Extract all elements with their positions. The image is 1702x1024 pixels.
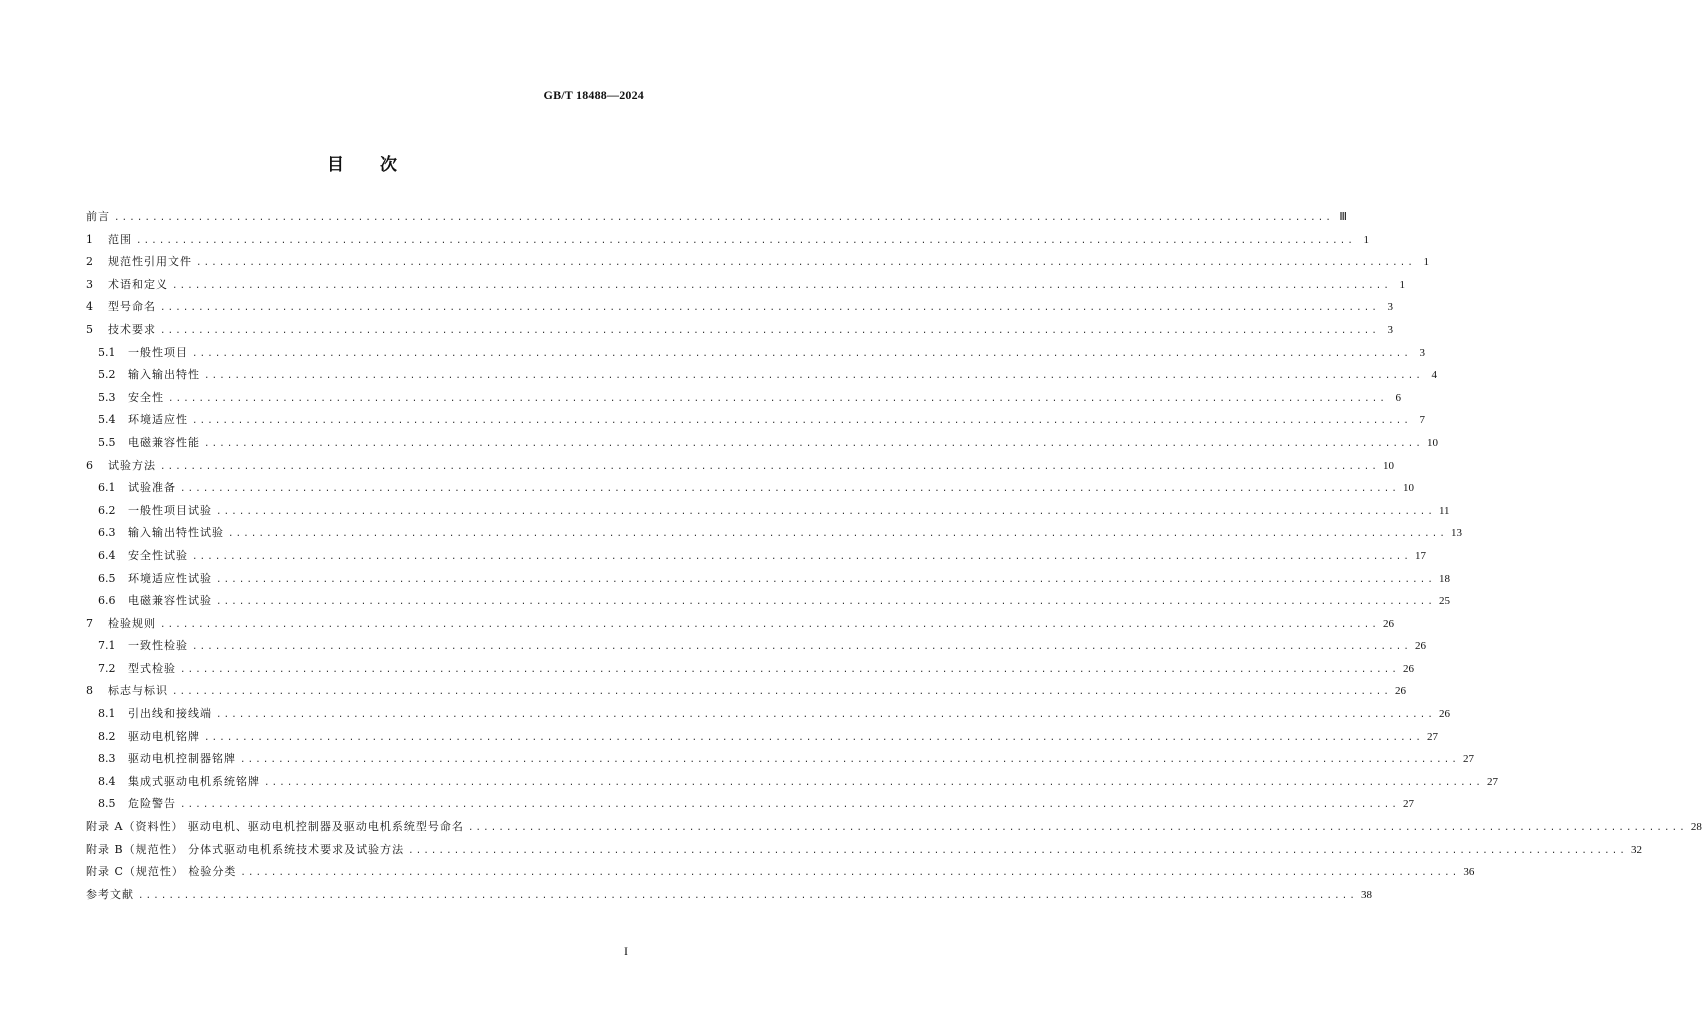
toc-entry[interactable] — [86, 251, 1429, 274]
toc-entry-number: 1 — [86, 232, 93, 246]
dot-leader: ................................................................................................................................................................ — [467, 823, 1687, 834]
toc-entry-number: 5.3 — [98, 390, 116, 404]
toc-entry-label: 电磁兼容性试验 — [128, 594, 212, 608]
toc-entry-number: 8.1 — [98, 707, 116, 721]
page-number: I — [624, 944, 628, 958]
toc-entry-label: 型式检验 — [128, 661, 176, 675]
toc-entry-page: 3 — [1387, 323, 1393, 336]
dot-leader: ................................................................................................................................................................ — [114, 213, 1333, 223]
dot-leader: ................................................................................................................................................................ — [160, 325, 1379, 336]
toc-entry[interactable] — [86, 206, 1347, 229]
dot-leader: ................................................................................................................................................................ — [216, 710, 1435, 721]
toc-entry-page: 10 — [1426, 436, 1438, 449]
toc-entry-page: 18 — [1438, 572, 1450, 585]
toc-entry[interactable] — [86, 432, 1438, 455]
dot-leader: ................................................................................................................................................................ — [180, 800, 1399, 811]
toc-entry-page: 10 — [1382, 459, 1394, 472]
dot-leader: ................................................................................................................................................................ — [216, 574, 1435, 585]
dot-leader: ................................................................................................................................................................ — [136, 235, 1355, 246]
toc-entry[interactable] — [86, 748, 1474, 771]
toc-entry-number: 5.2 — [98, 368, 116, 382]
toc-entry-page: 26 — [1394, 685, 1406, 698]
toc-entry-number: 7.1 — [98, 639, 116, 653]
toc-entry-label: 前言 — [86, 210, 110, 223]
toc-entry[interactable] — [86, 342, 1425, 365]
toc-entry[interactable] — [86, 274, 1405, 297]
dot-leader: ................................................................................................................................................................ — [240, 755, 1459, 766]
dot-leader: ................................................................................................................................................................ — [216, 506, 1435, 517]
table-of-contents — [86, 206, 1702, 906]
toc-entry-page: 26 — [1438, 708, 1450, 721]
standard-code: GB/T 18488—2024 — [543, 88, 644, 102]
toc-entry-page: 1 — [1363, 233, 1369, 246]
toc-title: 目 次 — [327, 155, 397, 175]
toc-entry-label: 输入输出特性试验 — [128, 526, 224, 540]
dot-leader: ................................................................................................................................................................ — [138, 890, 1357, 901]
toc-entry-number: 8 — [86, 684, 93, 698]
toc-entry-page: 1 — [1399, 278, 1405, 291]
toc-entry[interactable] — [86, 500, 1450, 523]
toc-entry-number: 6.3 — [98, 526, 116, 540]
toc-entry[interactable] — [86, 455, 1394, 478]
dot-leader: ................................................................................................................................................................ — [240, 868, 1460, 879]
toc-entry-page: 28 — [1690, 821, 1702, 834]
toc-entry[interactable] — [86, 229, 1369, 252]
dot-leader: ................................................................................................................................................................ — [192, 416, 1411, 427]
toc-entry-label: 附录 B（规范性） 分体式驱动电机系统技术要求及试验方法 — [86, 842, 405, 856]
dot-leader: ................................................................................................................................................................ — [168, 393, 1387, 404]
toc-entry-number: 6.2 — [98, 503, 116, 517]
toc-entry-page: 3 — [1419, 346, 1425, 359]
toc-entry-label: 技术要求 — [108, 322, 156, 336]
toc-entry-label: 输入输出特性 — [128, 368, 200, 382]
toc-entry-number: 6.5 — [98, 571, 116, 585]
toc-entry-page: 38 — [1360, 888, 1372, 901]
toc-entry-label: 规范性引用文件 — [108, 255, 192, 269]
toc-entry-label: 环境适应性试验 — [128, 571, 212, 585]
toc-entry[interactable] — [86, 409, 1425, 432]
toc-entry[interactable] — [86, 545, 1426, 568]
toc-entry-label: 检验规则 — [108, 616, 156, 630]
toc-entry-page: 26 — [1382, 617, 1394, 630]
toc-entry[interactable] — [86, 658, 1414, 681]
toc-entry[interactable] — [86, 793, 1414, 816]
toc-entry[interactable] — [86, 590, 1450, 613]
toc-entry[interactable] — [86, 387, 1401, 410]
toc-entry-label: 附录 C（规范性） 检验分类 — [86, 865, 237, 879]
toc-entry[interactable] — [86, 839, 1643, 862]
dot-leader: ................................................................................................................................................................ — [204, 732, 1423, 743]
toc-entry-page: 27 — [1486, 775, 1498, 788]
toc-entry[interactable] — [86, 726, 1438, 749]
dot-leader: ................................................................................................................................................................ — [172, 687, 1391, 698]
toc-entry-page: 1 — [1423, 256, 1429, 269]
toc-entry-page: 10 — [1402, 482, 1414, 495]
toc-entry-number: 7.2 — [98, 661, 116, 675]
toc-entry[interactable] — [86, 613, 1394, 636]
dot-leader: ................................................................................................................................................................ — [204, 371, 1423, 382]
toc-entry[interactable] — [86, 703, 1450, 726]
dot-leader: ................................................................................................................................................................ — [180, 664, 1399, 675]
toc-entry-page: Ⅲ — [1339, 211, 1347, 223]
toc-entry-label: 一致性检验 — [128, 639, 188, 653]
toc-entry[interactable] — [86, 296, 1393, 319]
toc-entry[interactable] — [86, 816, 1702, 839]
toc-entry-number: 8.4 — [98, 774, 116, 788]
toc-entry-page: 27 — [1402, 798, 1414, 811]
toc-entry-number: 6.1 — [98, 481, 116, 495]
toc-entry-page: 7 — [1419, 414, 1425, 427]
toc-entry-label: 标志与标识 — [108, 684, 168, 698]
toc-entry-number: 3 — [86, 277, 93, 291]
toc-entry-page: 11 — [1438, 504, 1450, 517]
toc-entry[interactable] — [86, 319, 1393, 342]
toc-entry-label: 参考文献 — [86, 887, 134, 901]
toc-entry-label: 引出线和接线端 — [128, 707, 212, 721]
dot-leader: ................................................................................................................................................................ — [192, 348, 1411, 359]
toc-entry-page: 4 — [1431, 369, 1437, 382]
toc-entry-number: 6 — [86, 458, 93, 472]
toc-entry-label: 集成式驱动电机系统铭牌 — [128, 774, 260, 788]
dot-leader: ................................................................................................................................................................ — [160, 461, 1379, 472]
toc-entry-label: 驱动电机控制器铭牌 — [128, 752, 236, 766]
toc-entry-label: 附录 A（资料性） 驱动电机、驱动电机控制器及驱动电机系统型号命名 — [86, 820, 464, 834]
dot-leader: ................................................................................................................................................................ — [408, 845, 1628, 856]
toc-entry-label: 安全性 — [128, 390, 164, 404]
toc-entry-label: 一般性项目 — [128, 345, 188, 359]
toc-entry-label: 一般性项目试验 — [128, 503, 212, 517]
toc-entry-number: 6.4 — [98, 548, 116, 562]
dot-leader: ................................................................................................................................................................ — [264, 777, 1483, 788]
toc-entry-label: 试验准备 — [128, 481, 176, 495]
toc-entry-number: 8.2 — [98, 729, 116, 743]
dot-leader: ................................................................................................................................................................ — [160, 619, 1379, 630]
toc-entry-label: 电磁兼容性能 — [128, 435, 200, 449]
toc-entry-number: 5.5 — [98, 435, 116, 449]
toc-entry-page: 13 — [1450, 527, 1462, 540]
toc-entry[interactable] — [86, 884, 1372, 907]
toc-entry-label: 安全性试验 — [128, 548, 188, 562]
toc-entry-page: 32 — [1631, 843, 1643, 856]
toc-entry[interactable] — [86, 861, 1475, 884]
dot-leader: ................................................................................................................................................................ — [192, 551, 1411, 562]
toc-entry[interactable] — [86, 771, 1498, 794]
dot-leader: ................................................................................................................................................................ — [160, 303, 1379, 314]
dot-leader: ................................................................................................................................................................ — [216, 597, 1435, 608]
toc-entry-label: 范围 — [108, 232, 132, 246]
toc-entry-number: 5.1 — [98, 345, 116, 359]
toc-entry-page: 25 — [1438, 595, 1450, 608]
toc-entry-page: 3 — [1387, 301, 1393, 314]
toc-entry-page: 26 — [1414, 640, 1426, 653]
toc-entry-number: 8.5 — [98, 797, 116, 811]
toc-entry-label: 术语和定义 — [108, 277, 168, 291]
toc-entry-label: 环境适应性 — [128, 413, 188, 427]
toc-entry[interactable] — [86, 522, 1462, 545]
toc-entry-number: 4 — [86, 300, 93, 314]
toc-entry-label: 型号命名 — [108, 300, 156, 314]
toc-entry-page: 27 — [1426, 730, 1438, 743]
toc-entry-label: 危险警告 — [128, 797, 176, 811]
toc-entry-number: 7 — [86, 616, 93, 630]
toc-entry[interactable] — [86, 680, 1406, 703]
dot-leader: ................................................................................................................................................................ — [204, 438, 1423, 449]
dot-leader: ................................................................................................................................................................ — [192, 642, 1411, 653]
dot-leader: ................................................................................................................................................................ — [228, 529, 1447, 540]
dot-leader: ................................................................................................................................................................ — [180, 484, 1399, 495]
toc-entry-page: 36 — [1463, 866, 1475, 879]
toc-entry[interactable] — [86, 364, 1437, 387]
toc-entry-label: 驱动电机铭牌 — [128, 729, 200, 743]
toc-entry-number: 5.4 — [98, 413, 116, 427]
toc-entry-number: 2 — [86, 255, 93, 269]
toc-entry-page: 17 — [1414, 549, 1426, 562]
toc-entry-page: 26 — [1402, 662, 1414, 675]
toc-entry-label: 试验方法 — [108, 458, 156, 472]
toc-entry[interactable] — [86, 568, 1450, 591]
toc-entry-page: 6 — [1395, 391, 1401, 404]
dot-leader: ................................................................................................................................................................ — [196, 258, 1415, 269]
toc-entry-number: 6.6 — [98, 594, 116, 608]
toc-entry-page: 27 — [1462, 753, 1474, 766]
dot-leader: ................................................................................................................................................................ — [172, 280, 1391, 291]
toc-entry[interactable] — [86, 635, 1426, 658]
toc-entry-number: 5 — [86, 322, 93, 336]
toc-entry-number: 8.3 — [98, 752, 116, 766]
toc-entry[interactable] — [86, 477, 1414, 500]
